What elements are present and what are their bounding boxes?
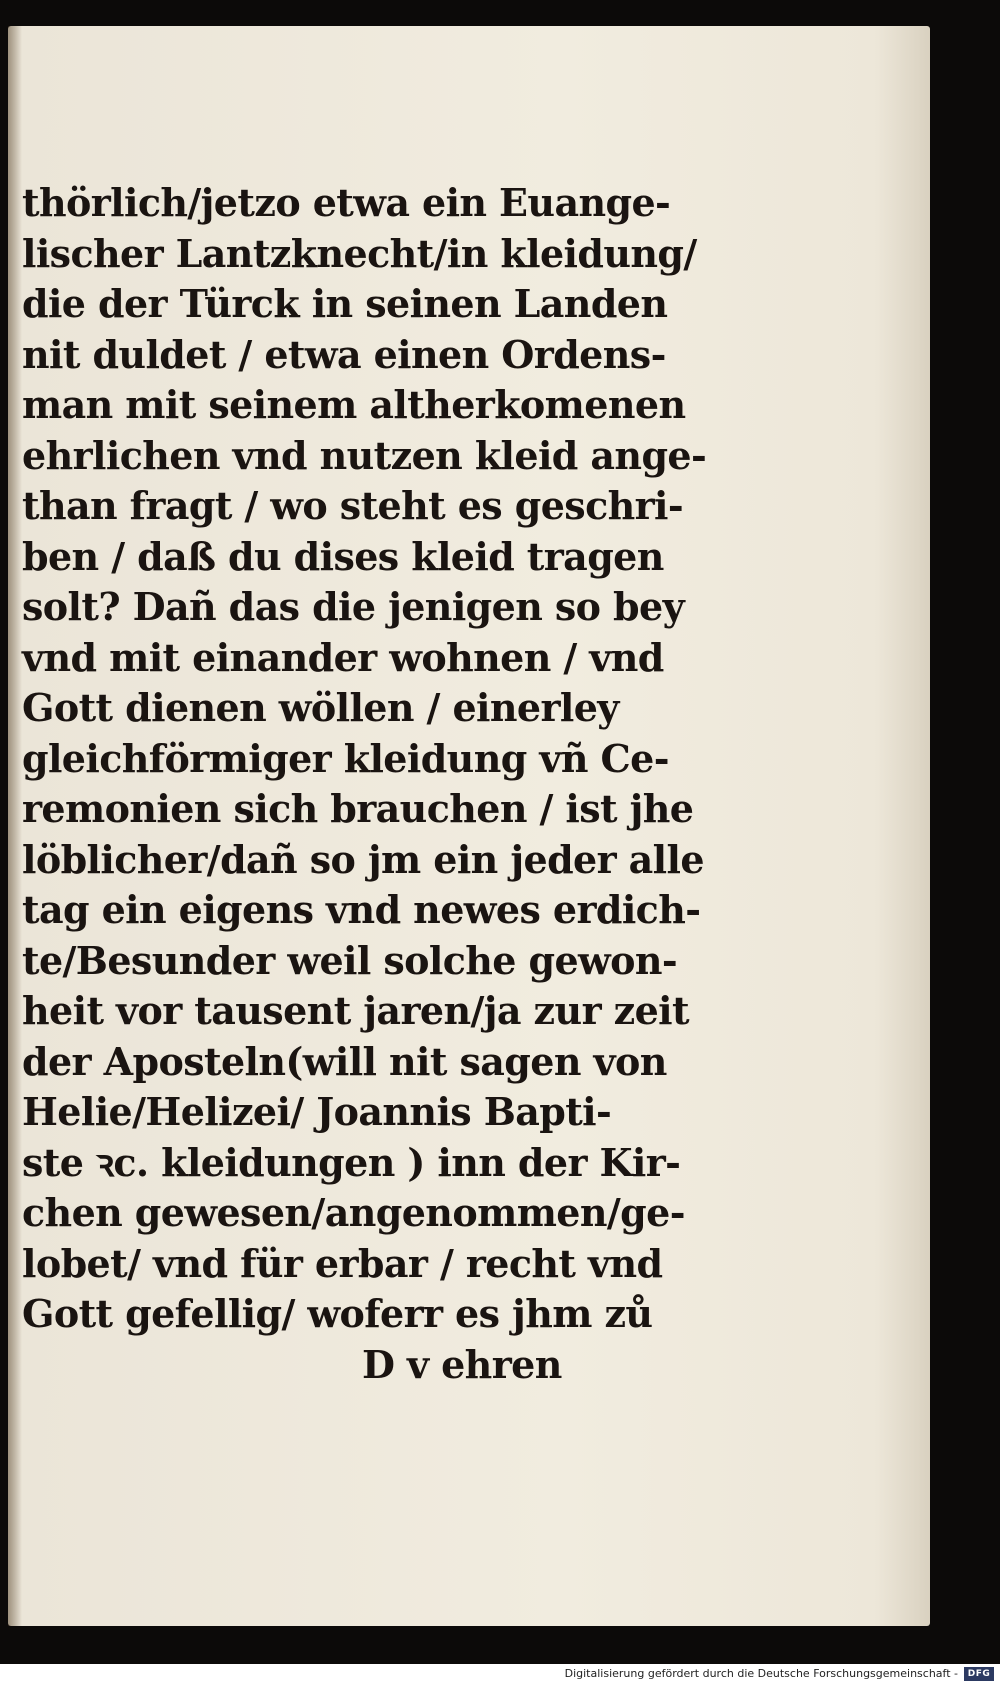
text-line: der Aposteln(will nit sagen von: [22, 1038, 667, 1084]
text-line: te/Besunder weil solche gewon-: [22, 937, 678, 983]
text-line: Gott dienen wöllen / einerley: [22, 685, 619, 730]
text-line: chen gewesen/angenommen/ge-: [22, 1190, 685, 1235]
book-page: [8, 26, 930, 1626]
text-line: Helie/Helizei/ Joannis Bapti-: [22, 1089, 612, 1134]
text-line: lischer Lantzknecht/in kleidung/: [22, 230, 697, 276]
footer-bar: [0, 1664, 1000, 1685]
text-line: man mit seinem altherkomenen: [22, 382, 686, 427]
gutter-shadow: [8, 26, 22, 1626]
catchword-line: D v ehren: [362, 1341, 562, 1387]
text-line: remonien sich brauchen / ist jhe: [22, 786, 694, 831]
funding-credit: Digitalisierung gefördert durch die Deutsche Forschungsgemeinschaft -: [564, 1667, 958, 1680]
text-line: nit duldet / etwa einen Ordens-: [22, 331, 666, 377]
text-line: thörlich/jetzo etwa ein Euange-: [22, 180, 671, 225]
text-line: heit vor tausent jaren/ja zur zeit: [22, 988, 689, 1033]
text-line: löblicher/dañ so jm ein jeder alle: [22, 836, 704, 882]
text-block: [22, 178, 707, 1390]
text-line: lobet/ vnd für erbar / recht vnd: [22, 1240, 663, 1286]
text-line: than fragt / wo steht es geschri-: [22, 483, 684, 528]
text-line: ben / daß du dises kleid tragen: [22, 533, 664, 579]
text-line: Gott gefellig/ woferr es jhm zů: [22, 1291, 653, 1336]
text-line: solt? Dañ das die jenigen so bey: [22, 584, 685, 629]
text-line: vnd mit einander wohnen / vnd: [22, 634, 664, 680]
text-line: ste ꝛc. kleidungen ) inn der Kir-: [22, 1139, 681, 1185]
text-line: gleichförmiger kleidung vñ Ce-: [22, 735, 669, 781]
dfg-logo: DFG: [964, 1667, 994, 1681]
text-line: ehrlichen vnd nutzen kleid ange-: [22, 432, 707, 478]
text-line: tag ein eigens vnd newes erdich-: [22, 887, 701, 932]
text-line: die der Türck in seinen Landen: [22, 281, 668, 326]
